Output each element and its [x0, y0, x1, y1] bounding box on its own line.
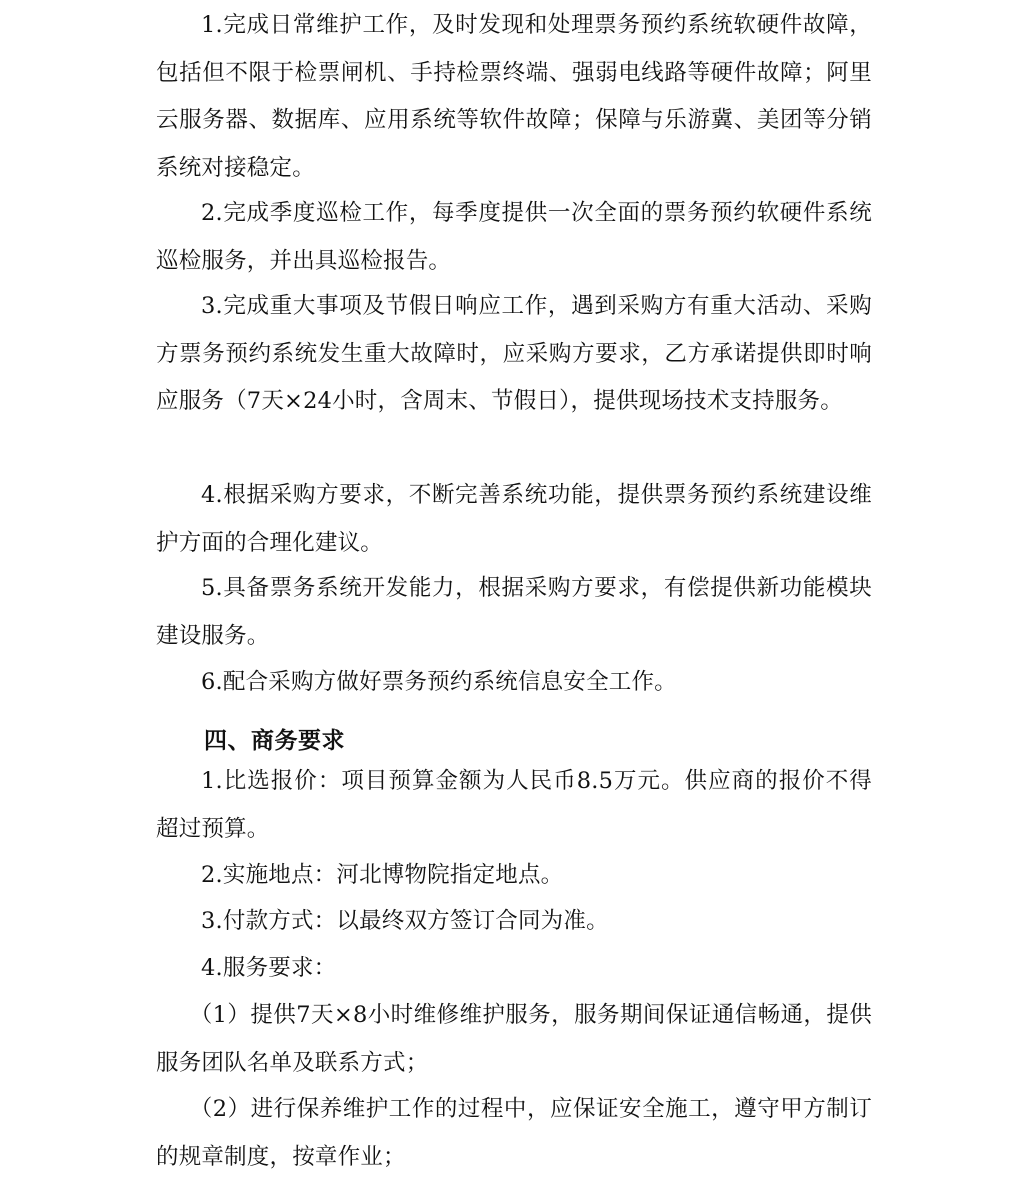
section-heading-business: 四、商务要求 [204, 728, 345, 754]
paragraph-service-5: 5.具备票务系统开发能力，根据采购方要求，有偿提供新功能模块建设服务。 [156, 575, 872, 649]
paragraph-business-3: 3.付款方式：以最终双方签订合同为准。 [201, 908, 609, 934]
paragraph-service-2: 2.完成季度巡检工作，每季度提供一次全面的票务预约软硬件系统巡检服务，并出具巡检报告。 [156, 200, 872, 274]
paragraph-service-6: 6.配合采购方做好票务预约系统信息安全工作。 [201, 669, 677, 695]
paragraph-service-1: 1.完成日常维护工作，及时发现和处理票务预约系统软硬件故障，包括但不限于检票闸机、手持检票终端、强弱电线路等硬件故障；阿里云服务器、数据库、应用系统等软件故障；保障与乐游冀、美团等分销系统对接稳定。 [156, 12, 872, 181]
paragraph-business-4: 4.服务要求： [201, 955, 337, 981]
paragraph-service-4: 4.根据采购方要求，不断完善系统功能，提供票务预约系统建设维护方面的合理化建议。 [156, 482, 872, 556]
paragraph-business-1: 1.比选报价：项目预算金额为人民币8.5万元。供应商的报价不得超过预算。 [156, 768, 872, 842]
paragraph-business-2: 2.实施地点：河北博物院指定地点。 [201, 862, 564, 888]
paragraph-service-3: 3.完成重大事项及节假日响应工作，遇到采购方有重大活动、采购方票务预约系统发生重大故障时，应采购方要求，乙方承诺提供即时响应服务（7天×24小时，含周末、节假日），提供现场技术支持服务。 [156, 293, 872, 414]
sub-item-2: （2）进行保养维护工作的过程中，应保证安全施工，遵守甲方制订的规章制度，按章作业； [156, 1096, 872, 1170]
sub-item-1: （1）提供7天×8小时维修维护服务，服务期间保证通信畅通，提供服务团队名单及联系方式； [156, 1002, 872, 1076]
